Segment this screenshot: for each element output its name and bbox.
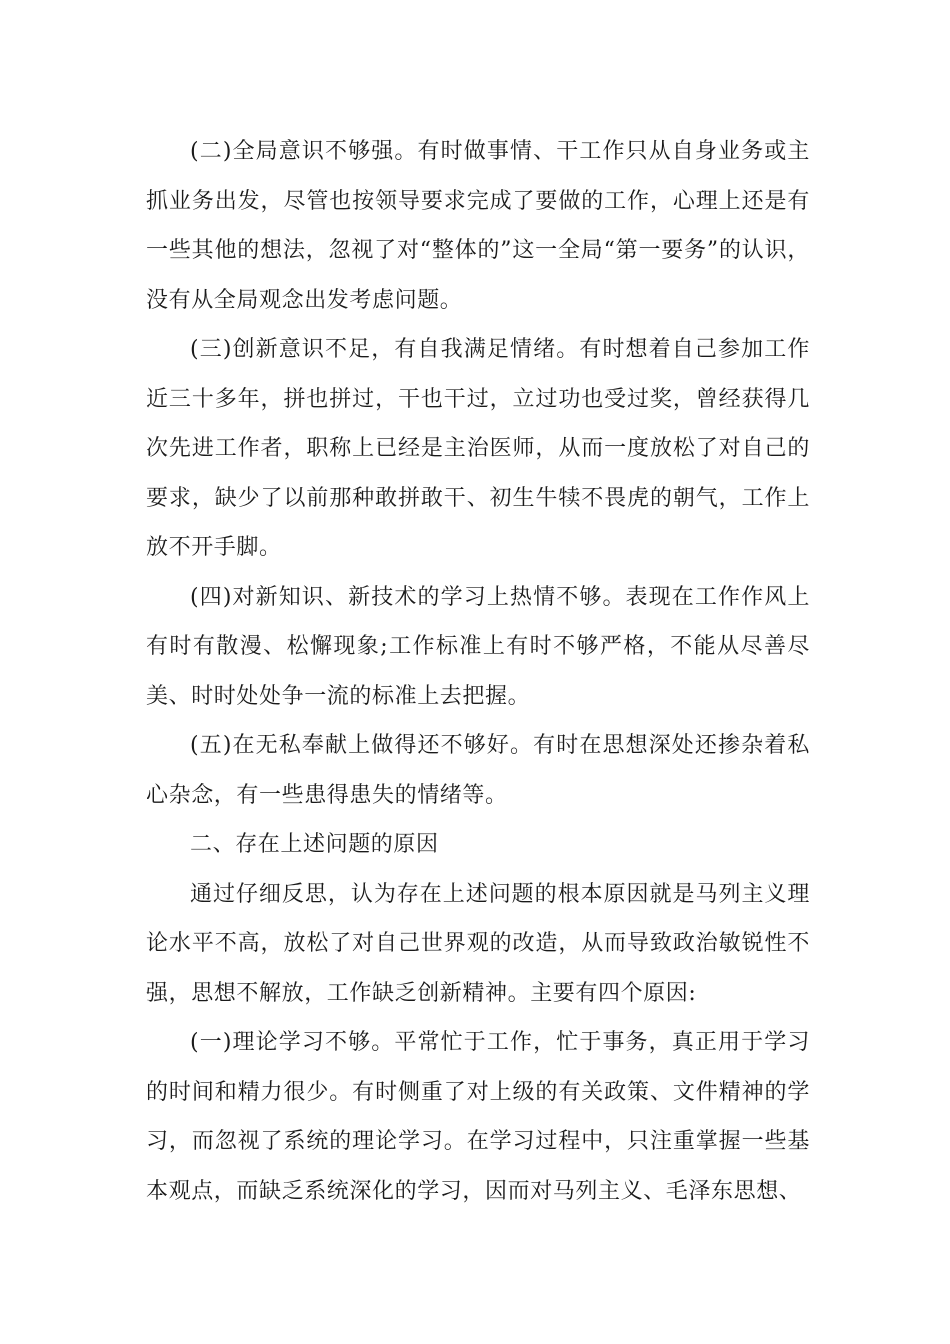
paragraph-theory-study: (一)理论学习不够。平常忙于工作，忙于事务，真正用于学习的时间和精力很少。有时侧重了对上级的有关政策、文件精神的学习，而忽视了系统的理论学习。在学习过程中，只注重掌握一些基本观点，而缺乏系统深化的学习，因而对马列主义、毛泽东思想、 [146, 1030, 810, 1204]
document-body [146, 127, 810, 1216]
paragraph-causes-intro: 通过仔细反思，认为存在上述问题的根本原因就是马列主义理论水平不高，放松了对自己世界观的改造，从而导致政治敏锐性不强，思想不解放，工作缺乏创新精神。主要有四个原因: [146, 881, 810, 1006]
paragraph-global-awareness: (二)全局意识不够强。有时做事情、干工作只从自身业务或主抓业务出发，尽管也按领导要求完成了要做的工作，心理上还是有一些其他的想法，忽视了对“整体的”这一全局“第一要务”的认识，没有从全局观念出发考虑问题。 [146, 139, 810, 313]
paragraph-dedication: (五)在无私奉献上做得还不够好。有时在思想深处还掺杂着私心杂念，有一些患得患失的情绪等。 [146, 733, 810, 808]
paragraph-innovation-awareness: (三)创新意识不足，有自我满足情绪。有时想着自己参加工作近三十多年，拼也拼过，干也干过，立过功也受过奖，曾经获得几次先进工作者，职称上已经是主治医师，从而一度放松了对自己的要求，缺少了以前那种敢拼敢干、初生牛犊不畏虎的朝气，工作上放不开手脚。 [146, 337, 810, 560]
paragraph-new-knowledge: (四)对新知识、新技术的学习上热情不够。表现在工作作风上有时有散漫、松懈现象;工作标准上有时不够严格，不能从尽善尽美、时时处处争一流的标准上去把握。 [146, 584, 810, 709]
section-heading-causes: 二、存在上述问题的原因 [190, 832, 439, 857]
